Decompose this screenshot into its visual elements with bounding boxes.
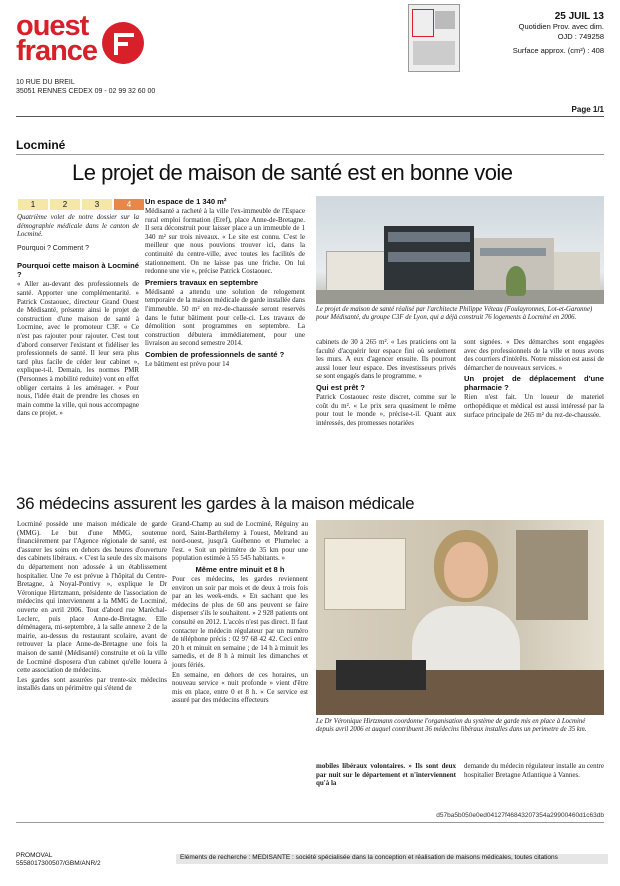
article2-column3 [316, 762, 456, 789]
rating-step-3: 3 [82, 199, 112, 210]
series-rating [18, 199, 146, 210]
article1-text-8: Rien n'est fait. Un loueur de materiel orthopédique et médical est aussi intéressé par la surface principale de 265 m² du rez-de-chaussée. [464, 393, 604, 419]
agency-ref: PROMOVAL 5558017300507/GBM/ANR/2 [16, 852, 101, 867]
logo-word-ouest: ouest [16, 10, 89, 42]
rating-step-4: 4 [114, 199, 144, 210]
publication-date: 25 JUIL 13 [554, 11, 604, 22]
logo [16, 10, 98, 67]
article1-text-2: Médisanté a racheté à la ville l'ex-immeuble de l'Espace rural emploi formation (Eref), place Anne-de-Bretagne. Il sera déconstruit pour laisser place a un immeuble de 1 340 m² sur trois niveaux. « Le site est connu. C'est le meilleur que nous pouvions trouver ici, dans la continuité du centre-ville, avec toutes les facilités de stationnement. On ne laisse pas une friche. On lui redonne une vie », précise Patrick Costaouec. [145, 207, 305, 276]
article2-subhead-1: Même entre minuit et 8 h [195, 564, 285, 574]
logo-word-france: france [16, 35, 98, 67]
article2-column2 [172, 520, 308, 706]
article1-subhead-5: Qui est prêt ? [316, 382, 365, 392]
article2-text-7: demande du médecin régulateur installe au centre hospitalier Bretagne Atlantique à Vannes. [464, 762, 604, 779]
article1-column1 [17, 213, 139, 419]
publication-frequency: Quotidien Prov. avec dim. [518, 22, 604, 31]
publisher-address: 10 RUE DU BREIL 35051 RENNES CEDEX 09 - 02 99 32 60 00 [16, 79, 156, 95]
rating-step-2: 2 [50, 199, 80, 210]
article2-headline: 36 médecins assurent les gardes à la maison médicale [16, 494, 415, 513]
rating-step-1: 1 [18, 199, 48, 210]
article2-text-6: mobiles libéraux volontaires. » Ils sont deux par nuit sur le département et n'interviennent qu'à la [316, 762, 456, 788]
page-thumbnail [408, 4, 460, 72]
article2-text-4: Pour ces médecins, les gardes reviennent environ un soir par mois et de deux à trois fois par an les week-ends. « En sachant que les médecins de plus de 60 ans peuvent se faire dispenser s'ils le souhaitent. » 2 928 patients ont consulté en 2012. L'accès n'est pas direct. Il faut contacter le médecin régulateur par un numéro de téléphone précis : 02 97 68 42 42. Ceci entre 20 h et minuit en semaine ; de 14 h à minuit les samedis, et de 8 h à minuit les dimanches et jours fériés. [172, 574, 308, 669]
search-keywords: Eléments de recherche : MEDISANTE : société spécialisée dans la conception et réalisation de maisons médicales, toutes citations [176, 854, 608, 864]
article1-text-3: Médisanté a attendu une solution de relogement temporaire de la maison médicale de garde installée dans l'immeuble. 50 m² en rez-de-chaussée seront reservés dans le futur bâtiment pour celle-ci. Les travaux de démolition sont programmes en septembre. La construction débutera immédiatement, pour une livraison au second semestre 2014. [145, 287, 305, 348]
document-hash: d57ba5b050e0ed04127f46843207354a29900460d1c63db [436, 812, 604, 819]
doctor-photo [316, 520, 604, 715]
article1-kicker: Pourquoi ? Comment ? [17, 244, 89, 252]
section-divider [16, 154, 604, 155]
building-photo-caption: Le projet de maison de santé réalisé par l'architecte Philippe Véteau (Foulayronnes, Lot-et-Garonne) pour Médisanté, du groupe C3F de Lyon, qui a déjà construit 76 logements à Locminé en 2006. [316, 306, 593, 321]
article2-column1 [17, 520, 167, 694]
article1-column4 [464, 338, 604, 420]
logo-emblem-icon [102, 22, 144, 64]
article1-text-4: Le bâtiment est prévu pour 14 [145, 359, 230, 368]
article1-subhead-3: Premiers travaux en septembre [145, 277, 259, 287]
surface-area: Surface approx. (cm²) : 408 [512, 46, 604, 55]
publication-meta [454, 12, 604, 56]
article1-text-6: Patrick Costaouec reste discret, comme sur le coût du m². « Le prix sera quasiment le même pour tout le monde », précise-t-il. Quant aux intéressés, des promesses notariées [316, 392, 456, 427]
article1-headline: Le projet de maison de santé est en bonne voie [72, 160, 513, 185]
article1-text-5: cabinets de 30 à 265 m². « Les praticiens ont la faculté d'acquérir leur espace fini où seulement les murs. A eux d'agencer ensuite. Ils pourront aussi louer leur espace. Des investisseurs privés se sont engagés dans le programme. » [316, 338, 456, 381]
article1-text-7: sont signées. « Des démarches sont engagées avec des professionnels de la ville et nous avons des courriers d'intérêts. Notre mission est aussi de démarcher de nouveaux services. » [464, 338, 604, 372]
article1-subhead-4: Combien de professionnels de santé ? [145, 349, 285, 359]
article2-text-2: Les gardes sont assurées par trente-six médecins installés dans un périmètre qui s'étend de [17, 675, 167, 693]
building-photo [316, 196, 604, 304]
article1-subhead-2: Un espace de 1 340 m² [145, 197, 227, 206]
article1-column3 [316, 338, 456, 428]
article1-intro: Quatrième volet de notre dossier sur la démographie médicale dans le canton de Locminé. [17, 213, 139, 239]
ojd-count: OJD : 749258 [557, 32, 604, 41]
article1-subhead-1: Pourquoi cette maison à Locminé ? [17, 261, 139, 280]
article2-text-1: Locminé possède une maison médicale de garde (MMG). Le but d'une MMG, soutenue financièrement par l'Agence régionale de santé, est d'assurer les soins en dehors des heures d'ouverture des cabinets libéraux. « C'est la seule des six maisons du département non adossée à un établissement hospitalier. Une 7e est prévue à l'hôpital du Centre-Bretagne, à Noyal-Pontivy », explique le Dr Véronique Hirtzmann, présidente de l'association de médecins qui interviennent a la MMG de Locminé, ouverte en avril 2006. Tout d'abord rue Maréchal-Leclerc, puis place Anne-de-Bretagne. Elle déménagera, mi-septembre, à la salle annexe 2 de la mairie, au-dessus du restaurant scolaire, avant de retrouver la place Anne-de-Bretagne une fois la maison de santé (Médisanté) construite et où la ville de Locminé disposera d'un cabinet qu'elle louera à cette association de médecins. [17, 520, 167, 675]
doctor-photo-caption: Le Dr Véronique Hirtzmann coordonne l'organisation du système de garde mis en place à Locminé depuis avril 2006 et auquel contribuent 36 médecins libéraux installes dans un perimetre de 35 km. [316, 718, 587, 733]
page-number: Page 1/1 [571, 105, 604, 114]
article2-column4 [464, 762, 604, 780]
article2-text-5: En semaine, en dehors de ces horaires, un nouveau service « nuit profonde » vient d'être mis en place, entre 0 et 8 h. « Ce service est assuré par des médecins effecteurs [172, 670, 308, 705]
section-title: Locminé [16, 138, 66, 152]
article2-text-3: Grand-Champ au sud de Locminé, Réguiny au nord, Saint-Barthélemy à l'ouest, Melrand au nord-ouest, jusqu'à Guéhenno et Plumelec a l'est. « Soit un périmètre de 35 km pour une population estimée à 55 545 habitants. » [172, 520, 308, 563]
article1-column2 [145, 195, 305, 370]
footer-divider [16, 822, 604, 823]
article1-text-1: « Aller au-devant des professionnels de santé. Apporter une complémentarité. » Patrick Costaouec, directeur Grand Ouest de Médisanté, présente ainsi le projet de construction d'une maison de santé à Locmine, avec le promoteur C3F. « Ce n'est pas rajouter pour rajouter. C'est tout d'abord conserver l'existant et fidéliser les professionnels de santé. Il leur sera plus tard plus facile de céder leur cabinet », explique-t-il. Demain, les normes PMR (Personnes à mobilité reduite) vont en effet obliger certains à les aménager. « Pour nous, l'idée était de prendre les choses en main comme la ville, qui nous accompagne dans ce projet. » [17, 280, 139, 418]
article1-subhead-6: Un projet de déplacement d'une pharmacie ? [464, 374, 604, 393]
header-divider [16, 116, 604, 117]
